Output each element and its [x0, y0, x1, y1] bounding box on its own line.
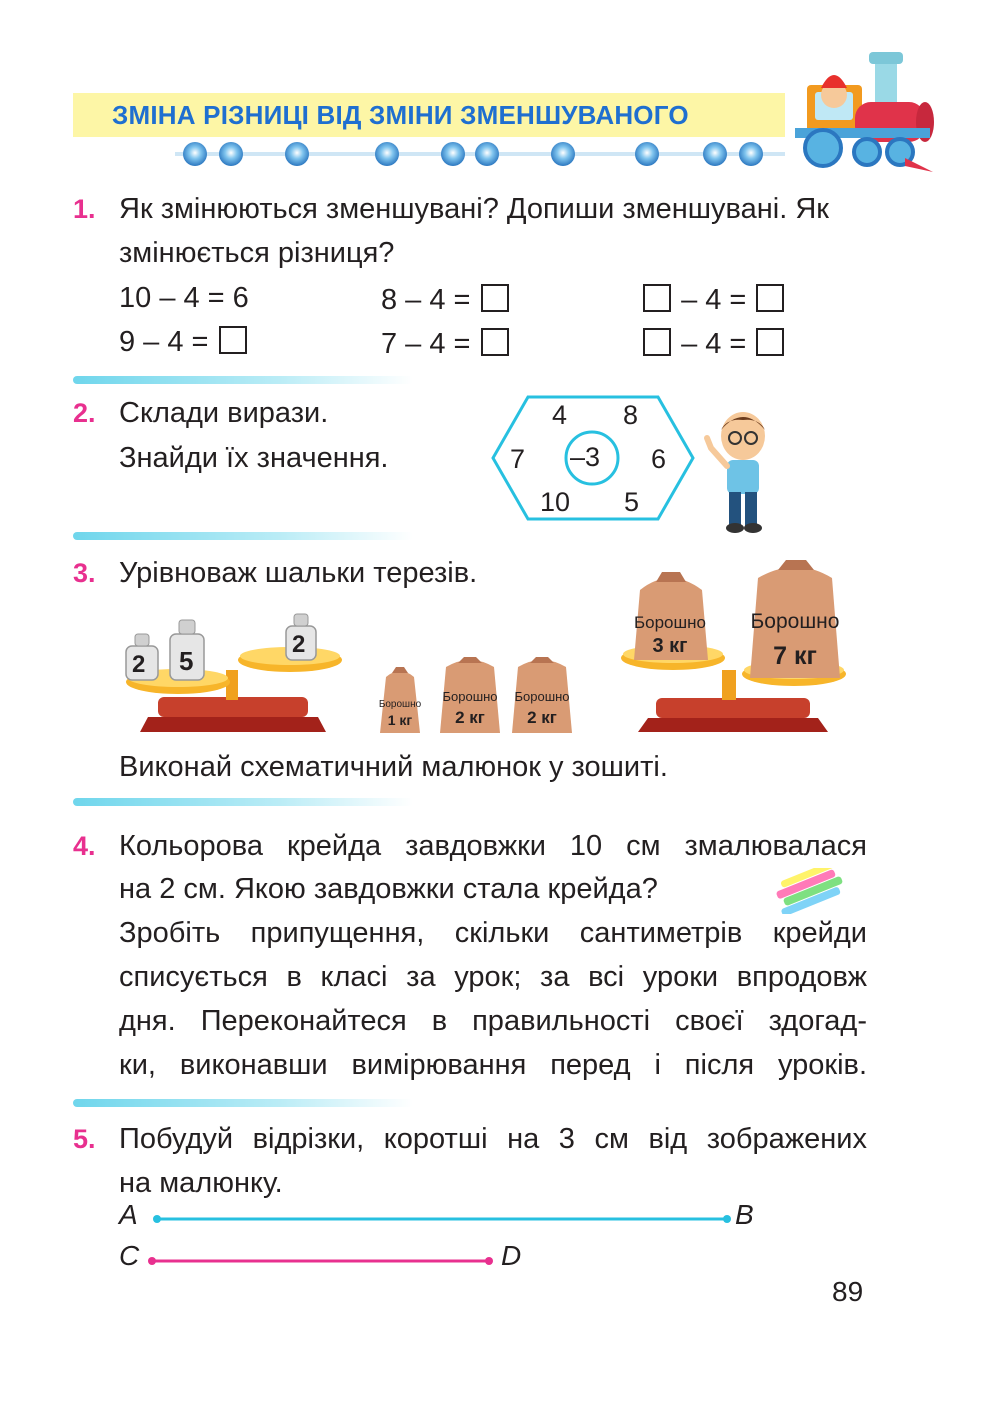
locomotive-illustration [785, 40, 935, 175]
task4-line: на 2 см. Якою завдовжки стала крейда? [119, 873, 658, 905]
task5-line2: на малюнку. [119, 1167, 283, 1199]
task2-line2: Знайди їх значення. [119, 442, 389, 474]
bag-word: Борошно [750, 610, 840, 633]
equation: – 4 = [641, 322, 786, 366]
segment-cd [145, 1254, 497, 1268]
equation: 9 – 4 = [119, 320, 249, 364]
bag-word: Борошно [442, 689, 498, 704]
hex-center: –3 [570, 442, 601, 472]
task-number: 4. [73, 831, 96, 861]
answer-box[interactable] [643, 284, 671, 312]
equation: 10 – 4 = 6 [119, 282, 249, 314]
answer-box[interactable] [756, 284, 784, 312]
segment-ab [150, 1212, 735, 1226]
equation: 7 – 4 = [381, 322, 511, 366]
segment-label-d: D [501, 1240, 522, 1271]
answer-box[interactable] [219, 326, 247, 354]
hex-number: 8 [623, 400, 639, 430]
chalk-icon [772, 868, 854, 914]
hex-number: 4 [552, 400, 568, 430]
task-number: 2. [73, 398, 96, 428]
flour-bags [378, 655, 573, 735]
task-number: 3. [73, 558, 96, 588]
task3-footer: Виконай схематичний малюнок у зошиті. [119, 751, 668, 783]
answer-box[interactable] [643, 328, 671, 356]
page-title: ЗМІНА РІЗНИЦІ ВІД ЗМІНИ ЗМЕНШУВАНОГО [112, 100, 689, 130]
answer-box[interactable] [481, 284, 509, 312]
weight-label: 2 [132, 651, 146, 678]
section-divider [73, 1099, 413, 1107]
section-divider [73, 376, 413, 384]
bag-word: Борошно [633, 613, 707, 632]
task4-line: списується в класі за урок; за всі уроки впродовж [119, 961, 867, 993]
bag-mass: 2 кг [455, 708, 485, 727]
hex-number: 7 [510, 444, 526, 474]
answer-box[interactable] [756, 328, 784, 356]
task-number: 1. [73, 194, 96, 224]
section-divider [73, 532, 413, 540]
hex-number: 5 [624, 487, 640, 517]
bag-mass: 2 кг [527, 708, 557, 727]
task1-text-line2: змінюється різниця? [119, 237, 395, 269]
number-hexagon [488, 394, 698, 522]
task1-text-line1: Як змінюються зменшувані? Допиши зменшувані. Як [119, 193, 829, 225]
segment-label-a: A [119, 1199, 138, 1230]
bag-mass: 1 кг [387, 712, 413, 728]
task4-line: ки, виконавши вимірювання перед і після уроків. [119, 1049, 867, 1081]
bag-mass: 7 кг [773, 642, 817, 670]
task4-line: дня. Переконайтеся в правильності своєї здогад- [119, 1005, 867, 1037]
bag-word: Борошно [378, 699, 422, 710]
task4-line: Кольорова крейда завдовжки 10 см змалювалася [119, 830, 867, 862]
wheel-rail [175, 138, 785, 172]
equation: – 4 = [641, 278, 786, 322]
task2-line1: Склади вирази. [119, 397, 329, 429]
segment-label-c: C [119, 1240, 140, 1271]
task3-text: Урівноваж шальки терезів. [119, 557, 478, 589]
task4-line: Зробіть припущення, скільки сантиметрів крейди [119, 917, 867, 949]
hex-number: 10 [540, 487, 571, 517]
segment-label-b: B [735, 1199, 754, 1230]
weight-label: 2 [292, 631, 306, 658]
hex-number: 6 [651, 444, 667, 474]
scale-with-weights [118, 612, 343, 734]
page-number: 89 [832, 1276, 864, 1307]
bag-mass: 3 кг [652, 635, 688, 657]
boy-illustration [703, 408, 783, 534]
scale-with-flour-bags [618, 560, 848, 734]
weight-label: 5 [179, 646, 194, 676]
answer-box[interactable] [481, 328, 509, 356]
bag-word: Борошно [514, 689, 570, 704]
equation: 8 – 4 = [381, 278, 511, 322]
task-number: 5. [73, 1124, 96, 1154]
task5-line1: Побудуй відрізки, коротші на 3 см від зображених [119, 1123, 867, 1155]
section-divider [73, 798, 413, 806]
